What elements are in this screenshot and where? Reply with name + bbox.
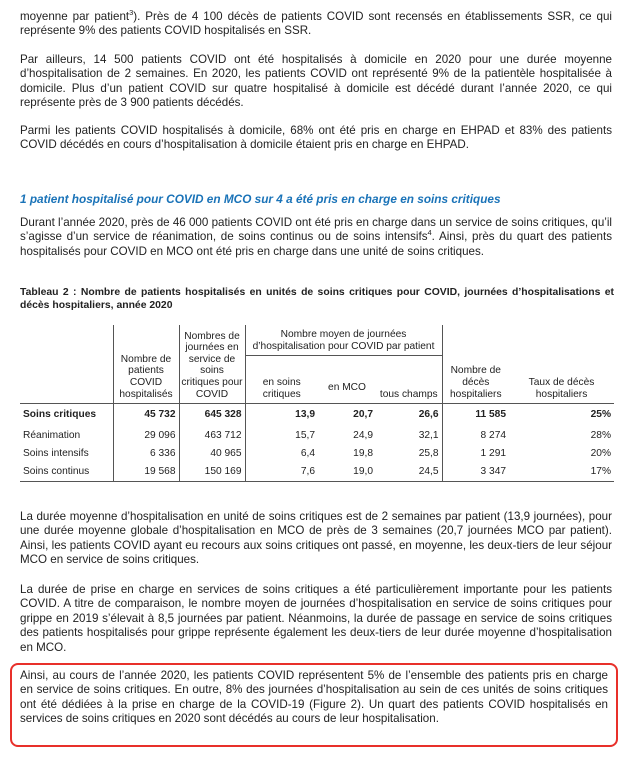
table-row-reanimation <box>20 427 614 445</box>
cell-taux: 25% <box>509 404 614 427</box>
row-label: Soins intensifs <box>23 447 89 459</box>
cell-tous: 26,6 <box>376 404 442 427</box>
cell-patients: 6 336 <box>113 445 179 463</box>
cell-deces: 3 347 <box>442 463 509 482</box>
cell-deces: 8 274 <box>442 427 509 445</box>
footnote-ref-4[interactable]: 4 <box>427 228 432 238</box>
cell-tous: 32,1 <box>418 429 439 441</box>
row-label: Soins continus <box>20 463 113 482</box>
cell-deces: 1 291 <box>442 445 509 463</box>
paragraph-duree-moyenne: La durée moyenne d’hospitalisation en unité de soins critiques est de 2 semaines par patient (13,9 journées), pour une durée moyenne globale d’hospitalisation en MCO de près de 3 semaines (20,7 journées MCO par patient). Ainsi, les patients COVID ayant eu recours aux soins critiques ont passé, en moyenne, les deux-tiers de leur séjour MCO en service de soins critiques. <box>20 510 612 567</box>
header-sub-critiques: en soins critiques <box>245 356 318 404</box>
cell-tous: 24,5 <box>376 463 442 482</box>
cell-patients: 45 732 <box>113 404 179 427</box>
cell-patients: 19 568 <box>113 463 179 482</box>
header-sub-mco: en MCO <box>328 381 366 393</box>
header-sub-tous: tous champs <box>379 388 438 400</box>
cell-journees: 463 712 <box>179 427 245 445</box>
highlight-box <box>10 663 618 747</box>
cell-patients: 29 096 <box>113 427 179 445</box>
header-nb-patients: Nombre de patients COVID hospitalisés <box>113 325 179 404</box>
paragraph-comparaison-grippe: La durée de prise en charge en services de soins critiques a été particulièrement importante pour les patients COVID. A titre de comparaison, le nombre moyen de journées d’hospitalisation en service de soins critiques pour grippe en 2019 s’élevait à 8,5 journées par patient. Néanmoins, la durée de passage en service de soins critiques des patients hospitalisés pour grippe représente également les deux-tiers de leur durée moyenne d’hospitalisation en MCO. <box>20 583 612 654</box>
footnote-ref-3[interactable]: 3 <box>129 8 134 18</box>
table-row-soins-intensifs <box>20 445 614 463</box>
cell-critiques: 13,9 <box>245 404 318 427</box>
cell-mco: 24,9 <box>353 429 373 441</box>
paragraph-intro-critical-care: Durant l’année 2020, près de 46 000 patients COVID ont été pris en charge dans un service de soins critiques, qu’il s’agisse d’un service de réanimation, de soins continus ou de soins intensifs$^4$. Ainsi, près du quart des patients hospitalisés pour COVID en MCO ont été pris en charge dans une unité de soins critiques. <box>20 216 612 258</box>
header-nb-deces: Nombre de décès hospitaliers <box>442 325 509 404</box>
cell-critiques: 15,7 <box>245 427 318 445</box>
cell-journees: 645 328 <box>179 404 245 427</box>
row-label: Réanimation <box>23 429 81 441</box>
table-caption: Tableau 2 : Nombre de patients hospitalisés en unités de soins critiques pour COVID, journées d’hospitalisations et décès hospitaliers, année 2020 <box>20 287 614 311</box>
cell-taux: 20% <box>590 447 612 459</box>
paragraph-highlighted: Ainsi, au cours de l’année 2020, les patients COVID représentent 5% de l’ensemble des patients pris en charge en service de soins critiques. En outre, 8% des journées d’hospitalisation au sein de ces unités de soins critiques ont été dédiées à la prise en charge de la COVID-19 (Figure 2). Un quart des patients COVID hospitalisés en services de soins critiques en 2020 sont décédés au cours de leur hospitalisation. <box>20 669 608 726</box>
header-group-moyenne: Nombre moyen de journées d’hospitalisation pour COVID par patient <box>245 325 442 356</box>
cell-journees: 40 965 <box>179 445 245 463</box>
cell-journees: 150 169 <box>179 463 245 482</box>
table-row-soins-continus <box>20 463 614 482</box>
row-label: Soins critiques <box>20 404 113 427</box>
cell-mco: 19,0 <box>318 463 376 482</box>
paragraph-had: Par ailleurs, 14 500 patients COVID ont été hospitalisés à domicile en 2020 pour une durée moyenne d’hospitalisation de 2 semaines. En 2020, les patients COVID ont représenté 9% de la patientèle hospitalisée à domicile. Plus d’un patient COVID sur quatre hospitalisé à domicile est décédé durant l’année 2020, ce qui représente près de 3 900 patients décédés. <box>20 53 612 110</box>
cell-tous: 25,8 <box>418 447 439 459</box>
cell-taux: 28% <box>590 429 612 441</box>
critical-care-table <box>20 325 614 482</box>
paragraph-ehpad: Parmi les patients COVID hospitalisés à domicile, 68% ont été pris en charge en EHPAD et 83% des patients COVID décédés en cours d’hospitalisation à domicile étaient pris en charge en EHPAD. <box>20 124 612 152</box>
cell-critiques: 6,4 <box>245 445 318 463</box>
section-heading: 1 patient hospitalisé pour COVID en MCO sur 4 a été pris en charge en soins critiques <box>20 192 501 206</box>
paragraph-ssr-deaths: moyenne par patient$^3$). Près de 4 100 décès de patients COVID sont recensés en établissements SSR, ce qui représente 9% des patients COVID hospitalisés en SSR. <box>20 8 612 38</box>
header-nb-journees: Nombres de journées en service de soins critiques pour COVID <box>179 325 245 404</box>
header-taux-deces: Taux de décès hospitaliers <box>528 377 595 400</box>
cell-deces: 11 585 <box>442 404 509 427</box>
cell-mco: 20,7 <box>318 404 376 427</box>
cell-taux: 17% <box>509 463 614 482</box>
cell-critiques: 7,6 <box>245 463 318 482</box>
cell-mco: 19,8 <box>353 447 373 459</box>
table-row-soins-critiques <box>20 404 614 427</box>
